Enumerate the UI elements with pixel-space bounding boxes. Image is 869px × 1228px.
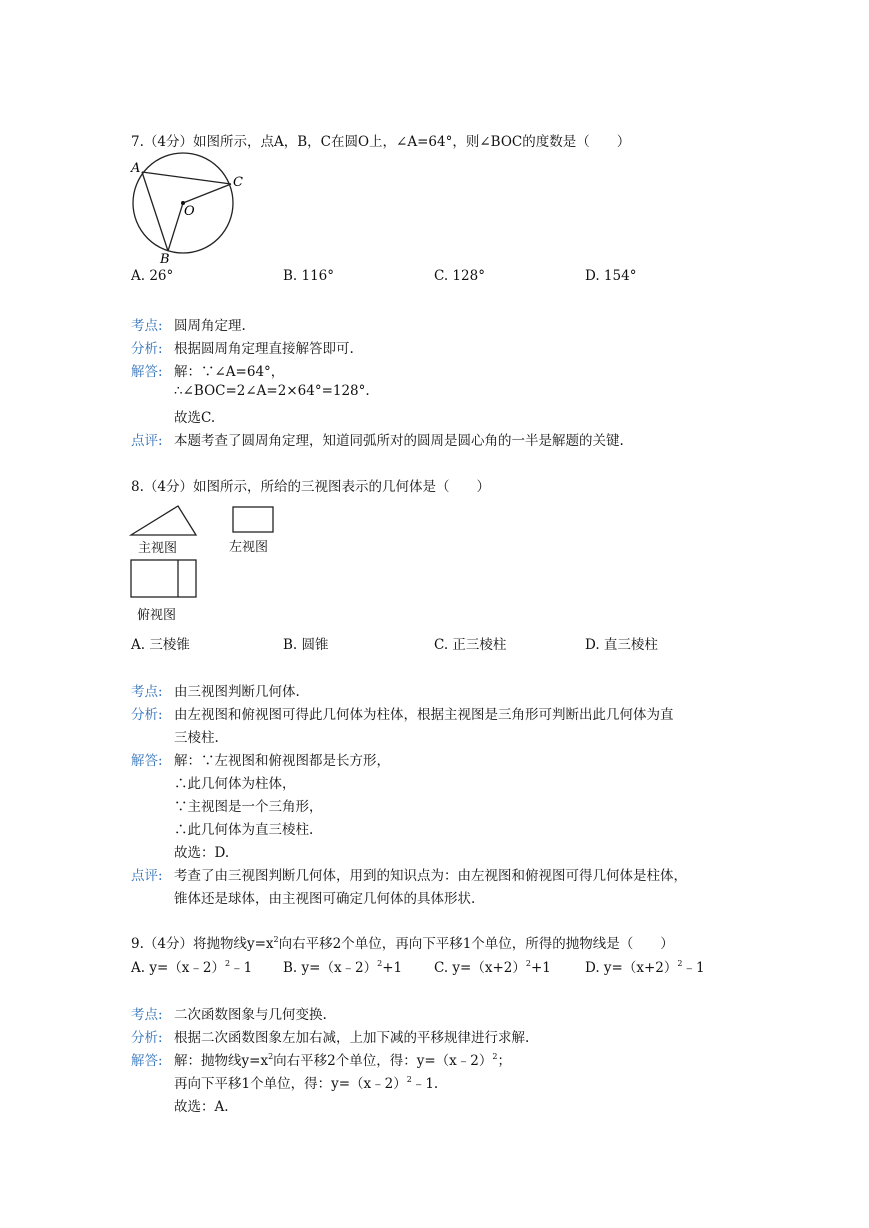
q9-jieda-line2: 再向下平移1个单位，得：y=（x﹣2）$^2$﹣1.	[174, 1075, 439, 1092]
q7-kaodian: 圆周角定理.	[174, 318, 246, 334]
q8-jieda-line4: ∴此几何体为直三棱柱.	[174, 822, 314, 838]
label-c: C	[233, 175, 243, 190]
q7-option-d: D. 154°	[585, 268, 637, 284]
q7-jieda-tag: 解答:	[131, 364, 163, 380]
q8-jieda-line5: 故选：D.	[174, 845, 230, 861]
label-b: B	[160, 252, 170, 267]
q9-jieda-tag: 解答:	[131, 1053, 163, 1069]
q9-jieda-line3: 故选：A.	[174, 1099, 229, 1115]
q8-option-a: A. 三棱锥	[131, 637, 190, 653]
q7-jieda-line1: 解：∵∠A=64°，	[174, 364, 285, 380]
q8-option-b: B. 圆锥	[283, 637, 329, 653]
q7-jieda-line3: 故选C.	[174, 410, 216, 426]
q7-option-b: B. 116°	[283, 268, 335, 284]
q9-kaodian-tag: 考点:	[131, 1007, 163, 1023]
q8-kaodian-tag: 考点:	[131, 684, 163, 700]
q8-jieda-line1: 解：∵左视图和俯视图都是长方形，	[174, 753, 390, 769]
front-view-triangle	[131, 506, 196, 535]
q9-stem: 9.（4分）将抛物线$y=x^2$向右平移2个单位，再向下平移1个单位，所得的抛物线是（ ）	[131, 935, 674, 952]
top-view-rectangle	[131, 560, 196, 597]
q9-option-d: D. $y=(x+2)^2﹣1$	[585, 959, 705, 976]
left-view-rectangle	[233, 507, 273, 532]
q7-circle-figure	[128, 158, 243, 266]
q8-fenxi-tag: 分析:	[131, 707, 163, 723]
chord-ab	[142, 172, 168, 251]
q9-option-b: B. y=（x﹣2）$^2$+1	[283, 959, 403, 976]
q7-option-a: A. 26°	[131, 268, 174, 284]
q8-kaodian: 由三视图判断几何体.	[174, 684, 300, 700]
q9-kaodian: 二次函数图象与几何变换.	[174, 1007, 327, 1023]
q7-option-c: C. 128°	[434, 268, 485, 284]
q9-fenxi: 根据二次函数图象左加右减，上加下减的平移规律进行求解.	[174, 1030, 530, 1046]
front-view-label: 主视图	[138, 541, 178, 556]
q9-fenxi-tag: 分析:	[131, 1030, 163, 1046]
q7-fenxi-tag: 分析:	[131, 341, 163, 357]
q8-stem: 8.（4分）如图所示，所给的三视图表示的几何体是（ ）	[131, 479, 490, 495]
q8-jieda-line3: ∵主视图是一个三角形，	[174, 799, 323, 815]
q7-jieda-line2: ∴∠BOC=2∠A=2×64°=128°.	[174, 383, 370, 399]
label-a: A	[131, 161, 141, 176]
q7-dianping-tag: 点评:	[131, 433, 163, 449]
q8-fenxi-line2: 三棱柱.	[174, 730, 219, 746]
left-view-label: 左视图	[229, 540, 269, 555]
radius-oc	[183, 184, 231, 203]
q8-option-d: D. 直三棱柱	[585, 637, 658, 653]
q8-dianping-line2: 锥体还是球体，由主视图可确定几何体的具体形状.	[174, 891, 476, 907]
q7-fenxi: 根据圆周角定理直接解答即可.	[174, 341, 354, 357]
top-view-label: 俯视图	[137, 608, 177, 623]
q9-option-a: A. y=（x﹣2）$^2$﹣1	[131, 959, 253, 976]
q7-stem: 7.（4分）如图所示，点A，B，C在圆O上，∠A=64°，则∠BOC的度数是（ ）	[131, 134, 631, 150]
q8-jieda-tag: 解答:	[131, 753, 163, 769]
q8-dianping-line1: 考查了由三视图判断几何体，用到的知识点为：由左视图和俯视图可得几何体是柱体，	[174, 868, 687, 884]
q8-dianping-tag: 点评:	[131, 868, 163, 884]
chord-ac	[142, 172, 231, 184]
q7-kaodian-tag: 考点:	[131, 318, 163, 334]
q9-jieda-line1: 解：抛物线$y=x^2$向右平移2个单位，得：y=（x﹣2）$^2$；	[174, 1052, 511, 1069]
q8-option-c: C. 正三棱柱	[434, 637, 507, 653]
q7-dianping: 本题考查了圆周角定理，知道同弧所对的圆周是圆心角的一半是解题的关键.	[174, 433, 624, 449]
radius-ob	[168, 203, 183, 251]
q8-jieda-line2: ∴此几何体为柱体，	[174, 776, 296, 792]
q9-option-c: C. $y=(x+2)^2+1$	[434, 959, 551, 976]
label-o: O	[184, 204, 195, 219]
q8-fenxi-line1: 由左视图和俯视图可得此几何体为柱体，根据主视图是三角形可判断出此几何体为直	[174, 707, 674, 723]
